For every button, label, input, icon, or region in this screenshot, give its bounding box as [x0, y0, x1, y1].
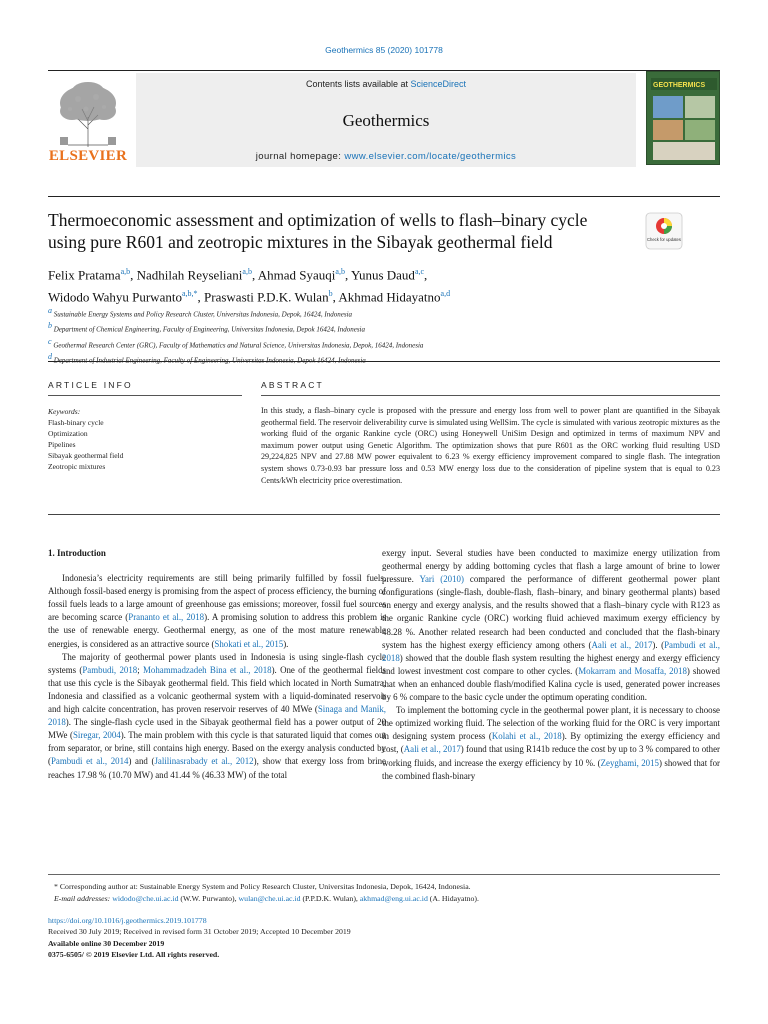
author-separator: ,: [332, 289, 339, 305]
body-text: ). By optimizing the exergy efficiency and cost, (: [382, 731, 720, 755]
citation-link[interactable]: Aali et al., 2017: [403, 744, 461, 755]
article-info-rule: [48, 395, 242, 396]
citation-link[interactable]: Aali et al., 2017: [591, 639, 653, 650]
body-text: ). One of the geothermal fields that use this cycle is the Sibayak geothermal field. This field which located in North Sumatra, Indonesia and classified as a volcanic geothermal system with a liquid-dominated reservoir and high calcite concentration, has proven reservoir reserves of 40 MWe (: [48, 664, 386, 715]
keyword-item: Optimization: [48, 429, 88, 438]
author-list: [48, 262, 688, 307]
journal-header-box: [136, 73, 636, 167]
homepage-prefix: journal homepage:: [255, 151, 345, 162]
keywords-label: Keywords:: [48, 407, 81, 416]
intro-paragraph-3: [382, 547, 720, 704]
author-name[interactable]: Akhmad Hidayatno: [338, 289, 441, 305]
sciencedirect-link[interactable]: ScienceDirect: [410, 79, 467, 89]
received-dates: Received 30 July 2019; Received in revised form 31 October 2019; Accepted 10 December 2019: [48, 927, 351, 937]
check-for-updates-button[interactable]: [645, 212, 683, 250]
affiliation-text: Department of Chemical Engineering, Faculty of Engineering, Universitas Indonesia, Depok 16424, Indonesia: [53, 325, 366, 334]
citation-link[interactable]: Pambudi, 2018: [82, 664, 138, 675]
cover-art-icon: [647, 72, 720, 165]
journal-homepage-link[interactable]: www.elsevier.com/locate/geothermics: [344, 151, 517, 162]
available-online: Available online 30 December 2019: [48, 938, 165, 948]
check-updates-label: Check for updates: [647, 237, 681, 242]
section-rule: [48, 361, 720, 362]
elsevier-tree-logo: [48, 79, 128, 167]
affiliation-item: [48, 351, 708, 366]
author-affiliation-mark[interactable]: b: [328, 289, 333, 299]
body-text: ), show that exergy loss from brine reaches 17.98 % (10.70 MW) and 41.44 % (46.33 MW) of the total: [48, 756, 386, 780]
contents-prefix: Contents lists available at: [305, 79, 411, 89]
keyword-item: Zeotropic mixtures: [48, 462, 106, 471]
affiliation-text: Geothermal Research Center (GRC), Faculty of Mathematics and Natural Science, Universitas Indonesia, Depok, 16424, Indonesia: [53, 340, 424, 349]
elsevier-tree-icon: [48, 79, 128, 149]
email-link[interactable]: akhmad@eng.ui.ac.id: [359, 894, 428, 903]
keyword-item: Pipelines: [48, 440, 76, 449]
journal-name: Geothermics: [342, 111, 430, 130]
author-name[interactable]: Yunus Daud: [351, 267, 415, 283]
affiliation-key: c: [48, 336, 52, 346]
email-link[interactable]: widodo@che.ui.ac.id: [112, 894, 179, 903]
citation-link[interactable]: Kolahi et al., 2018: [491, 731, 562, 742]
body-text: ). A promising solution to address this problem is the use of renewable energy. Geothermal energy, as one of the most mature renewable energies, is considered as an attractive source (: [48, 612, 386, 649]
check-updates-icon: [645, 212, 683, 250]
citation-link[interactable]: Zeyghami, 2015: [600, 757, 659, 768]
citation-link[interactable]: Sinaga and Manik, 2018: [48, 704, 386, 728]
citation-link[interactable]: Shokati et al., 2015: [214, 638, 284, 649]
email-link[interactable]: wulan@che.ui.ac.id: [238, 894, 301, 903]
article-title: [48, 209, 638, 253]
author-affiliation-mark[interactable]: a,b: [120, 267, 131, 276]
email-addresses: [48, 893, 720, 905]
body-text: ). The single-flash cycle used in the Sibayak geothermal field has a power output of 20 MWe (: [48, 717, 386, 741]
abstract-end-rule: [48, 514, 720, 515]
doi-link[interactable]: https://doi.org/10.1016/j.geothermics.2019.101778: [48, 916, 207, 925]
affiliation-item: [48, 320, 708, 335]
email-owner: (A. Hidayatno).: [427, 894, 479, 903]
keywords-block: [48, 406, 248, 472]
affiliation-key: b: [48, 321, 52, 331]
body-text: compared the performance of different geothermal power plant configurations (single-flash, double-flash, flash–binary, and binary geothermal plants) based on energy and exergy analysis, and the results showed that a flash–binary cycle with R123 as the organic Rankine cycle (ORC) working fluid achieved maximum exergy efficiency by 48.28 %. Another related research had been conducted and concluded that the flash-binary system has the highest exergy efficiency among others (: [382, 574, 720, 650]
author-line-1: [48, 262, 688, 284]
article-info-heading: ARTICLE INFO: [48, 380, 133, 390]
masthead: [48, 70, 720, 166]
intro-paragraph-2: [48, 651, 386, 782]
elsevier-wordmark: ELSEVIER: [48, 148, 128, 164]
body-text: Indonesia’s electricity requirements are still being primarily fulfilled by fossil fuels. Although fossil-based energy is promising from the aspect of process efficiency, the burning of fossil fuels leads to a large amount of greenhouse gas emissions; moreover, fossil fuel sources are becoming scarce (: [48, 573, 386, 623]
header-rule: [48, 196, 720, 197]
body-text: The majority of geothermal power plants used in Indonesia is using single-flash cycle systems (: [48, 651, 386, 675]
introduction-heading: 1. Introduction: [48, 548, 106, 558]
author-name[interactable]: Nadhilah Reyseliani: [136, 267, 243, 283]
journal-citation[interactable]: Geothermics 85 (2020) 101778: [325, 45, 443, 55]
body-text: ;: [137, 664, 143, 675]
contents-line: [136, 79, 636, 89]
author-affiliation-mark[interactable]: a,c: [414, 267, 425, 276]
affiliation-list: [48, 305, 708, 366]
affiliation-key: d: [48, 351, 52, 361]
author-separator: ,: [197, 289, 205, 305]
author-name[interactable]: Felix Pratama: [48, 267, 121, 283]
citation-link[interactable]: Pambudi et al., 2018: [382, 639, 720, 663]
body-text: ). (: [652, 639, 665, 650]
homepage-line: [136, 151, 636, 162]
citation-link[interactable]: Mokarram and Mosaffa, 2018: [578, 665, 687, 676]
author-name[interactable]: Ahmad Syauqi: [257, 267, 336, 283]
body-text: ) and (: [128, 756, 155, 767]
author-separator: ,: [424, 267, 428, 283]
body-text: ) found that using R141b reduce the cost by up to 3 % compared to other working fluids, and increase the exergy efficiency by 10 %. (: [382, 744, 720, 768]
citation-link[interactable]: Prananto et al., 2018: [128, 612, 205, 623]
body-column-right: [382, 547, 720, 783]
footnotes: [48, 881, 720, 905]
body-column-left: [48, 547, 386, 782]
intro-paragraph-4: [382, 704, 720, 783]
citation-link[interactable]: Jalilinasrabady et al., 2012: [154, 756, 254, 767]
author-name[interactable]: Praswasti P.D.K. Wulan: [204, 289, 329, 305]
citation-link[interactable]: Mohammadzadeh Bina et al., 2018: [143, 664, 272, 675]
citation-link[interactable]: Yari (2010): [419, 574, 464, 585]
body-text: ) showed that the double flash system resulting the highest energy and exergy efficiency and lowest investment cost compare to other cycles. (: [382, 652, 720, 676]
abstract-rule: [261, 395, 720, 396]
affiliation-text: Sustainable Energy Systems and Policy Research Cluster, Universitas Indonesia, Depok, 16424, Indonesia: [53, 310, 353, 319]
corresponding-author-note: * Corresponding author at: Sustainable Energy System and Policy Research Cluster, Universitas Indonesia, Depok, 16424, Indonesia.: [54, 882, 471, 891]
cover-title: GEOTHERMICS: [653, 82, 706, 89]
author-separator: ,: [344, 267, 352, 283]
keyword-item: Sibayak geothermal field: [48, 451, 124, 460]
title-line-1: Thermoeconomic assessment and optimization of wells to flash–binary cycle: [48, 210, 588, 230]
author-separator: ,: [251, 267, 258, 283]
author-affiliation-mark[interactable]: a,b: [335, 267, 345, 276]
body-text: ) showed that for the combined flash-binary: [382, 757, 720, 781]
author-line-2: [48, 284, 688, 306]
publication-info: [48, 915, 720, 960]
footnote-rule: [48, 874, 720, 875]
body-text: ). The main problem with this cycle is that saturated liquid that comes out from separator, or brine, still contains high energy. Based on the exergy analysis conducted by (: [48, 730, 387, 767]
issn-copyright: 0375-6505/ © 2019 Elsevier Ltd. All rights reserved.: [48, 949, 220, 959]
keyword-item: Flash-binary cycle: [48, 418, 104, 427]
affiliation-item: [48, 305, 708, 320]
title-line-2: using pure R601 and zeotropic mixtures in the Sibayak geothermal field: [48, 232, 553, 252]
author-name[interactable]: Widodo Wahyu Purwanto: [48, 289, 182, 305]
affiliation-key: a: [48, 306, 52, 315]
body-text: ) showed that when an enhanced double flash/modified Kalina cycle is used, generated power increases by 6 % compare to the basic cycle under the optimum operating condition.: [382, 665, 720, 703]
author-affiliation-mark[interactable]: a,b,*: [181, 289, 198, 299]
body-text: ).: [283, 638, 289, 649]
author-separator: ,: [130, 267, 137, 283]
abstract-heading: ABSTRACT: [261, 380, 324, 390]
affiliation-item: [48, 336, 708, 351]
citation-link[interactable]: Pambudi et al., 2014: [50, 756, 129, 767]
email-owner: (W.W. Purwanto),: [178, 894, 239, 903]
citation-link[interactable]: Siregar, 2004: [72, 730, 121, 741]
author-affiliation-mark[interactable]: a,d: [440, 289, 451, 299]
email-owner: (P.P.D.K. Wulan),: [300, 894, 360, 903]
author-affiliation-mark[interactable]: a,b: [242, 267, 252, 276]
body-text: exergy input. Several studies have been conducted to maximize energy utilization from geothermal energy by adding bottoming cycles that flash a large amount of brine to lower pressure.: [382, 548, 720, 585]
affiliation-text: Department of Industrial Engineering, Faculty of Engineering, Universitas Indonesia, Depok 16424, Indonesia: [53, 356, 366, 365]
abstract-text: In this study, a flash–binary cycle is proposed with the pressure and energy loss from well to power plant are quantified in the Sibayak geothermal field. The reservoir deliverability curve is simulated using WellSim. The cycle is simulated with various zeotropic mixtures as the working fluid of the organic Rankine cycle (ORC) using Honeywell UniSim Design and optimized in terms of maximum NPV and maximum power output using Genetic Algorithm. The optimization shows that pure R601 as the ORC working fluid resulting USD 29,224,825 NPV and 27.88 MW power equivalent to 6.23 % exergy efficiency improvement compared to single flash. The integration system shows 0.73-0.93 bar pressure loss and 0.53 MW energy loss due to the consideration of pipeline system that is equal to 0.23 Cents/kWh electricity price overestimation.: [261, 406, 720, 485]
body-text: To implement the bottoming cycle in the geothermal power plant, it is necessary to choose the optimized working fluid. The selection of the working fluid for the ORC is very important in designing system process (: [382, 705, 720, 742]
email-label: E-mail addresses:: [54, 894, 113, 903]
journal-cover-thumbnail[interactable]: [646, 71, 720, 165]
intro-paragraph-1: [48, 572, 386, 651]
